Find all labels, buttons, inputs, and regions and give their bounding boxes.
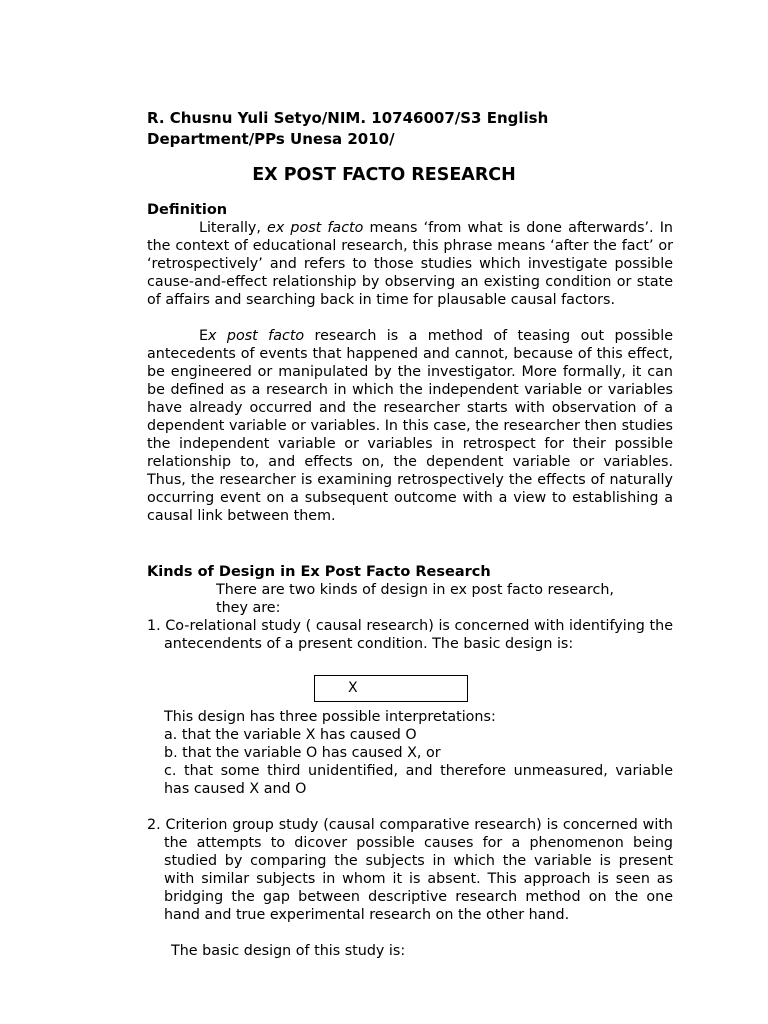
definition-heading: Definition — [147, 202, 228, 218]
interpretation-b: b. that the variable O has caused X, or — [164, 745, 441, 761]
definition-paragraph-1: Literally, ex post facto means ‘from what is done afterwards’. In the context of educational research, this phrase means ‘after the fact’ or ‘retrospectively’ and refers to those studies which investigate possible cause-and-effect relationship by observing an existing condition or state of affairs and searching back in time for plausable causal factors. — [147, 220, 673, 308]
definition-paragraph-2: Ex post facto research is a method of teasing out possible antecedents of events that happened and cannot, because of this effect, be engineered or manipulated by the investigator. More formally, it can be defined as a research in which the independent variable or variables have already occurred and the researcher starts with observation of a dependent variable or variables. In this case, the researcher then studies the independent variable or variables in retrospect for their possible relationship to, and effects on, the dependent variable or variables. Thus, the researcher is examining retrospectively the effects of naturally occurring event on a subsequent outcome with a view to establishing a causal link between them. — [147, 328, 673, 524]
interpretations-heading: This design has three possible interpretations: — [164, 709, 496, 725]
kinds-intro-line-2: they are: — [216, 600, 281, 616]
interpretation-a: a. that the variable X has caused O — [164, 727, 417, 743]
page-title: EX POST FACTO RESEARCH — [252, 165, 516, 185]
basic-design-line: The basic design of this study is: — [171, 943, 406, 959]
design-item-1: 1. Co-relational study ( causal research) is concerned with identifying the antecendents of a present condition. The basic design is: — [147, 618, 673, 652]
kinds-intro-line-1: There are two kinds of design in ex post facto research, — [216, 582, 614, 598]
author-line: R. Chusnu Yuli Setyo/NIM. 10746007/S3 English Department/PPs Unesa 2010/ — [147, 109, 549, 148]
kinds-heading: Kinds of Design in Ex Post Facto Research — [147, 564, 491, 580]
design-box-label: X — [348, 680, 358, 696]
design-diagram-box — [314, 675, 468, 702]
interpretation-c: c. that some third unidentified, and therefore unmeasured, variable has caused X and O — [164, 763, 673, 797]
design-item-2: 2. Criterion group study (causal comparative research) is concerned with the attempts to dicover possible causes for a phenomenon being studied by comparing the subjects in which the variable is present with similar subjects in whom it is absent. This approach is seen as bridging the gap between descriptive research method on the one hand and true experimental research on the other hand. — [147, 817, 673, 923]
